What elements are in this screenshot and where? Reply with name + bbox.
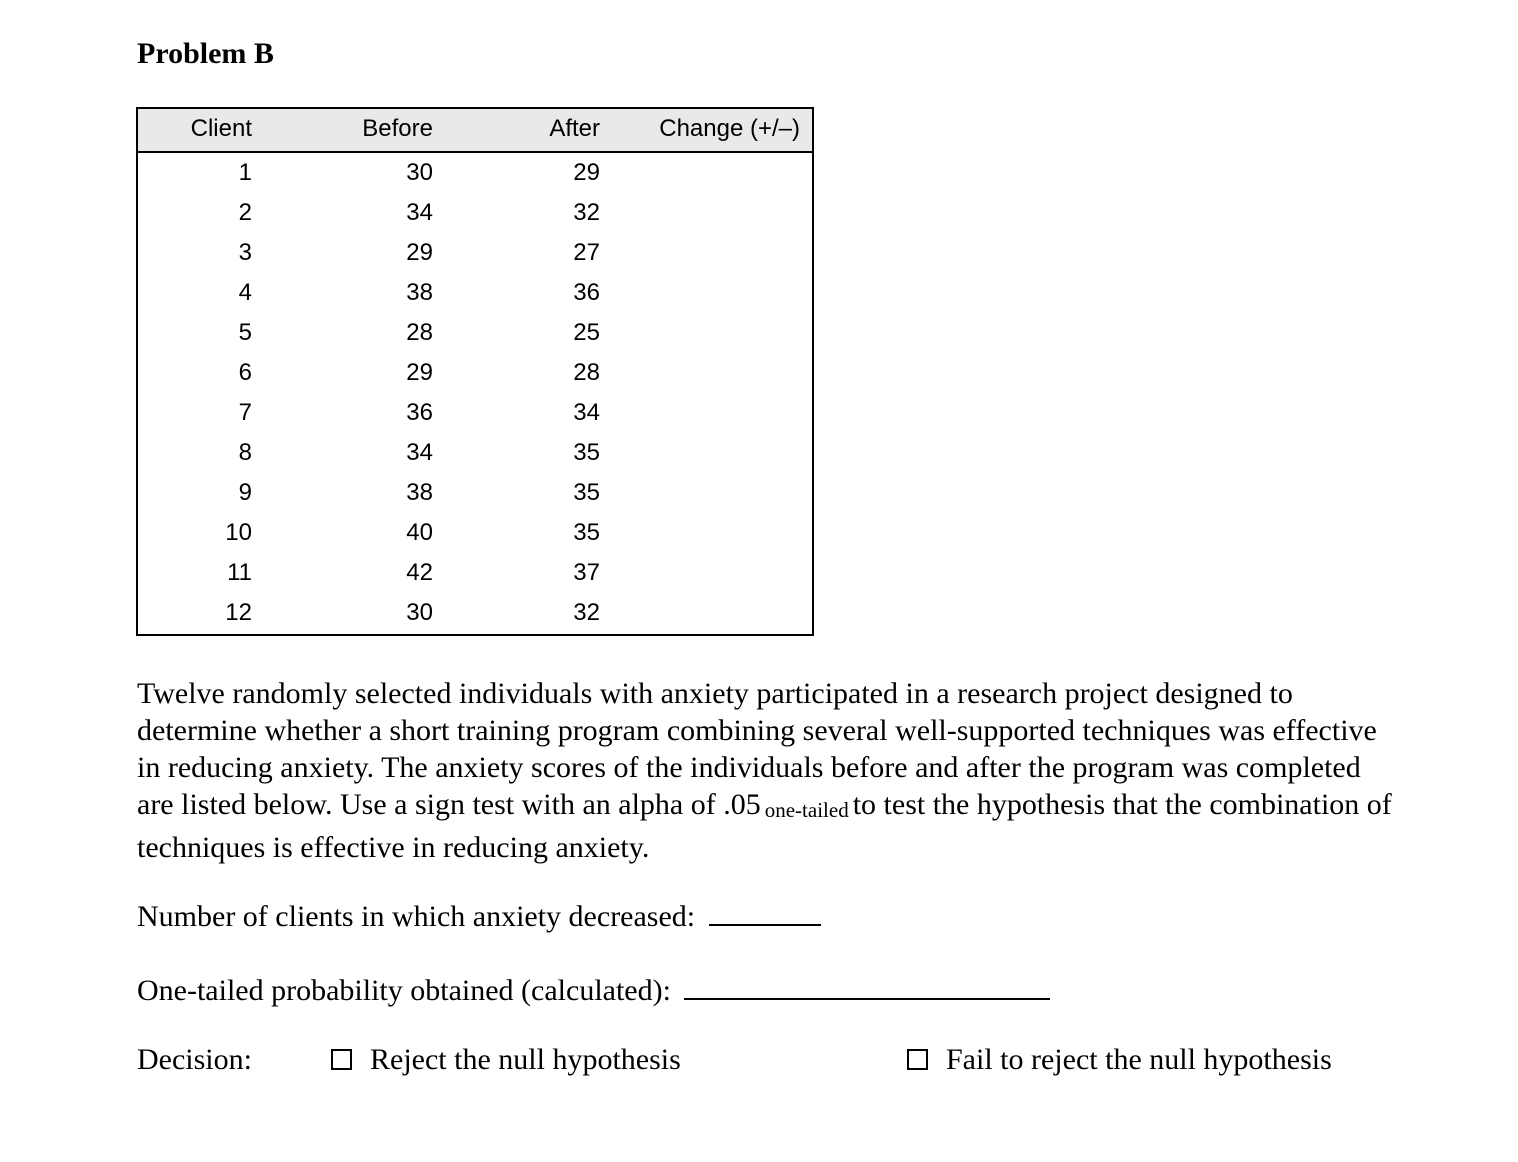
problem-subscript: one-tailed — [764, 798, 849, 822]
cell-after: 28 — [573, 359, 600, 386]
question-probability — [137, 970, 1050, 1009]
cell-client: 4 — [238, 279, 252, 306]
table-body — [138, 153, 812, 633]
cell-after: 25 — [573, 319, 600, 346]
table-row — [138, 393, 812, 433]
cell-after: 32 — [573, 599, 600, 626]
header-client: Client — [190, 115, 252, 142]
table-row — [138, 233, 812, 273]
cell-after: 27 — [573, 239, 600, 266]
header-before: Before — [362, 115, 433, 142]
reject-label: Reject the null hypothesis — [370, 1043, 681, 1076]
cell-before: 38 — [406, 479, 433, 506]
question-decreased — [137, 896, 821, 935]
cell-after: 29 — [573, 159, 600, 186]
cell-client: 6 — [238, 359, 252, 386]
cell-before: 29 — [406, 239, 433, 266]
fail-option[interactable] — [907, 1042, 1332, 1078]
table-row — [138, 193, 812, 233]
problem-text-main: Twelve randomly selected individuals with anxiety participated in a research project designed to determine whether a short training program combining several well-supported techniques was effective in reducing anxiety. The anxiety scores of the individuals before and after the program was completed are listed below. Use a sign test with an alpha of .05 — [137, 677, 1377, 821]
cell-client: 8 — [238, 439, 252, 466]
table-row — [138, 273, 812, 313]
cell-after: 35 — [573, 519, 600, 546]
table-row — [138, 593, 812, 633]
cell-before: 36 — [406, 399, 433, 426]
cell-client: 11 — [227, 559, 252, 586]
table-row — [138, 473, 812, 513]
data-table — [136, 107, 814, 636]
cell-after: 32 — [573, 199, 600, 226]
cell-before: 38 — [406, 279, 433, 306]
problem-statement — [137, 675, 1397, 866]
decision-label: Decision: — [137, 1043, 252, 1076]
cell-before: 34 — [406, 439, 433, 466]
probability-answer-blank[interactable] — [684, 970, 1050, 1000]
cell-client: 12 — [225, 599, 252, 626]
page-title: Problem B — [137, 37, 274, 70]
cell-after: 37 — [573, 559, 600, 586]
cell-before: 30 — [406, 159, 433, 186]
cell-before: 34 — [406, 199, 433, 226]
header-after: After — [549, 115, 600, 142]
probability-label: One-tailed probability obtained (calculated): — [137, 974, 671, 1007]
cell-client: 3 — [238, 239, 252, 266]
reject-option[interactable] — [331, 1042, 681, 1078]
table-row — [138, 313, 812, 353]
table-row — [138, 353, 812, 393]
fail-label: Fail to reject the null hypothesis — [946, 1043, 1332, 1076]
table-row — [138, 153, 812, 193]
table-row — [138, 553, 812, 593]
reject-checkbox[interactable] — [331, 1049, 352, 1070]
cell-after: 35 — [573, 439, 600, 466]
decreased-label: Number of clients in which anxiety decreased: — [137, 900, 696, 933]
cell-after: 34 — [573, 399, 600, 426]
table-header — [138, 109, 812, 153]
table-row — [138, 513, 812, 553]
cell-client: 2 — [238, 199, 252, 226]
fail-checkbox[interactable] — [907, 1049, 928, 1070]
decreased-answer-blank[interactable] — [709, 896, 821, 926]
cell-before: 28 — [406, 319, 433, 346]
cell-after: 36 — [573, 279, 600, 306]
cell-after: 35 — [573, 479, 600, 506]
cell-client: 10 — [225, 519, 252, 546]
cell-client: 5 — [238, 319, 252, 346]
cell-before: 42 — [406, 559, 433, 586]
cell-client: 7 — [238, 399, 252, 426]
header-change: Change (+/–) — [659, 115, 800, 142]
cell-client: 1 — [238, 159, 252, 186]
problem-text-end: to test the hypothesis that the combination of techniques is effective in reducing anxiety. — [137, 788, 1392, 864]
table-row — [138, 433, 812, 473]
cell-client: 9 — [238, 479, 252, 506]
cell-before: 30 — [406, 599, 433, 626]
cell-before: 40 — [406, 519, 433, 546]
cell-before: 29 — [406, 359, 433, 386]
